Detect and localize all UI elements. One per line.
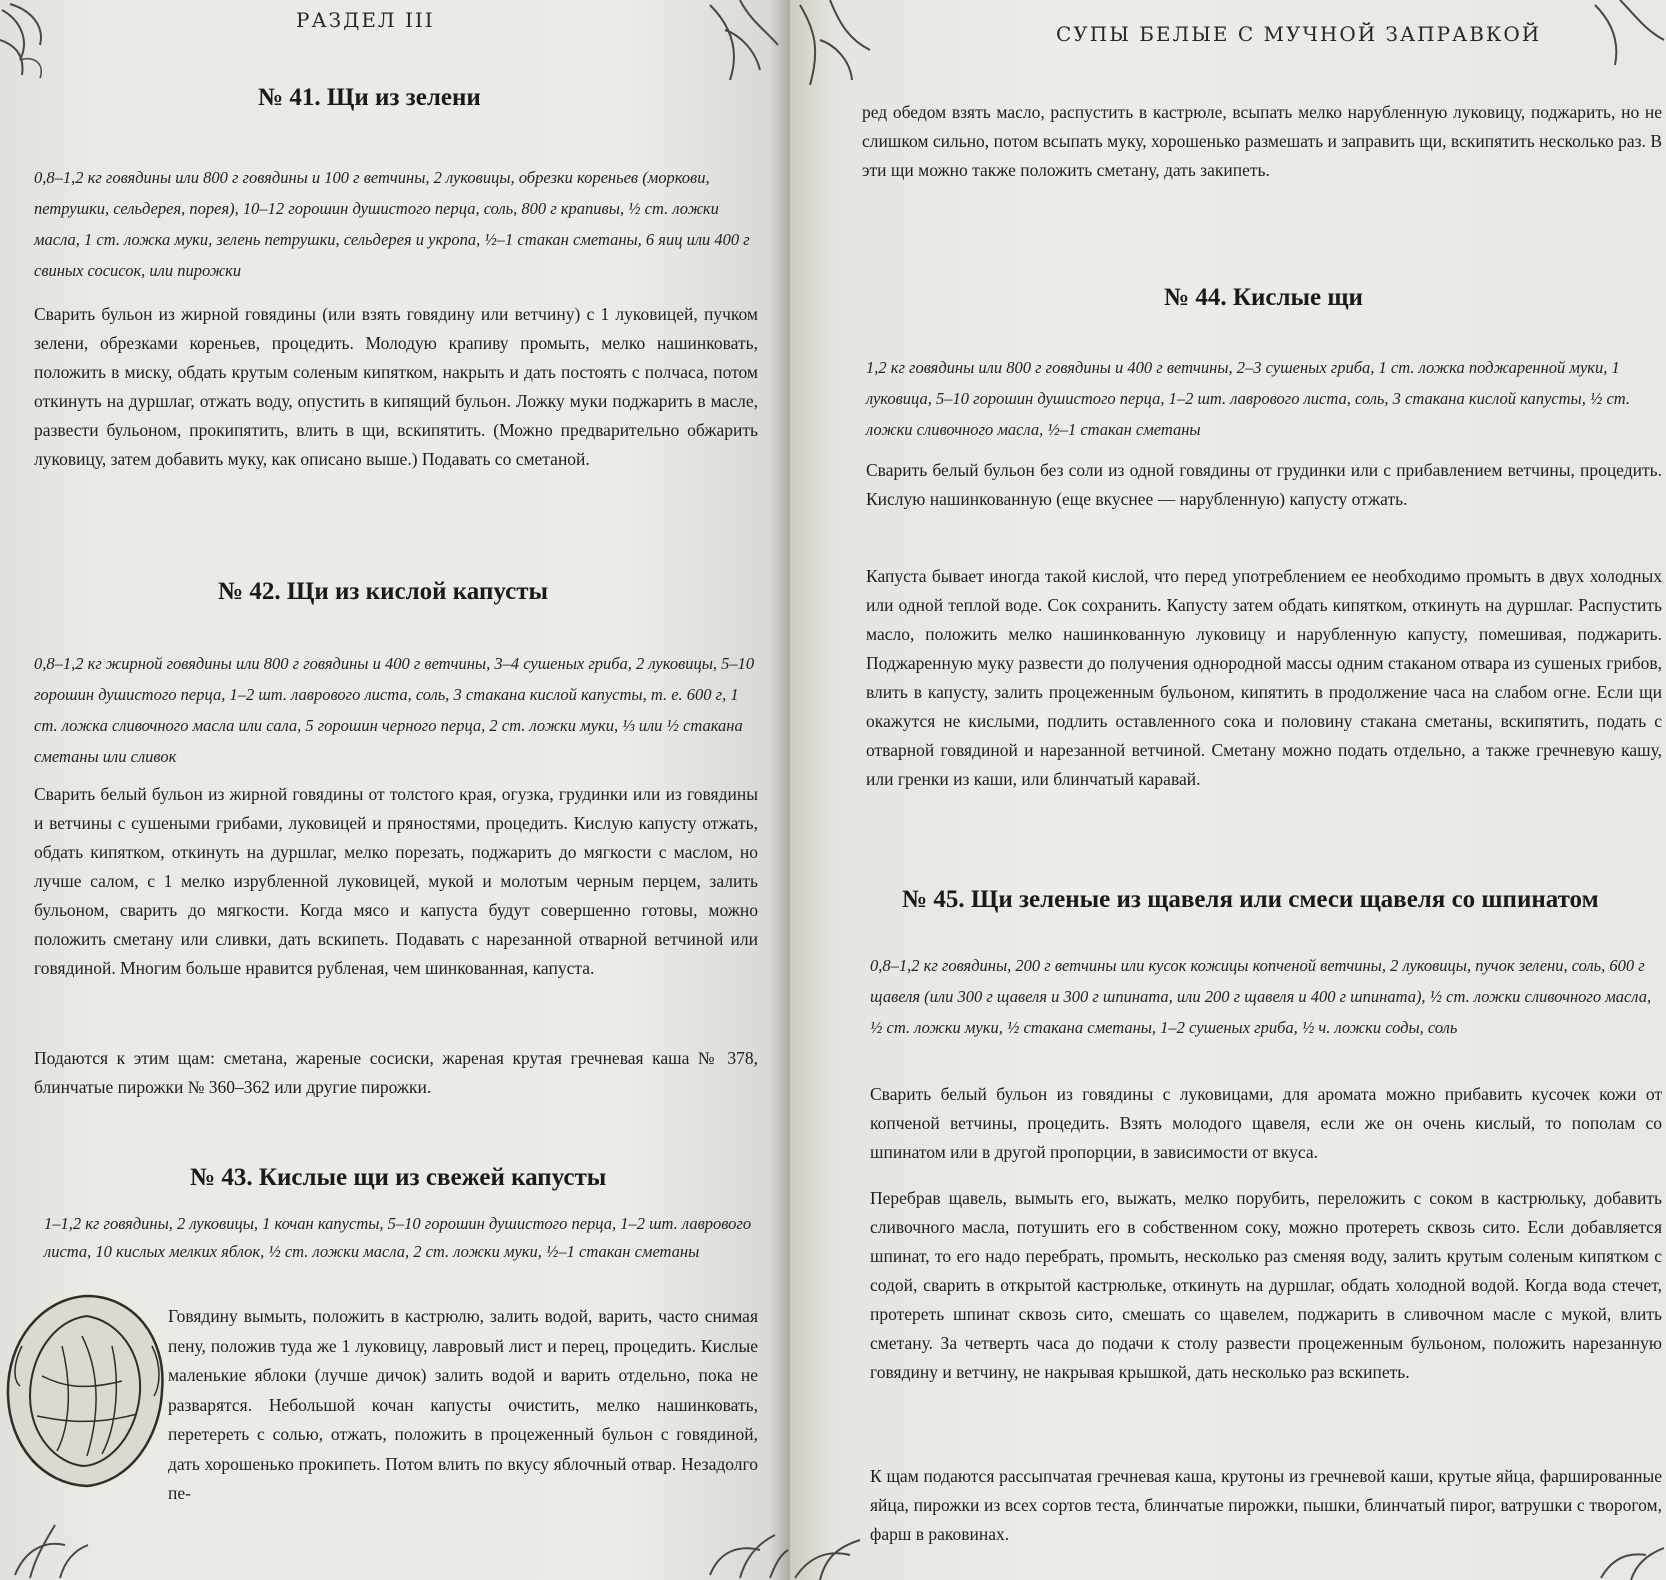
recipe-title-43: № 43. Кислые щи из свежей капусты xyxy=(190,1164,607,1191)
running-head-right: СУПЫ БЕЛЫЕ С МУЧНОЙ ЗАПРАВКОЙ xyxy=(1056,22,1542,46)
leaf-ornament-icon xyxy=(700,0,780,90)
recipe-method-41: Сварить бульон из жирной говядины (или взять говядину или ветчину) с 1 луковицей, пучком зелени, обрезками кореньев, процедить. Молодую крапиву промыть, мелко нашинковать, положить в миску, обдать крутым соленым кипятком, накрыть и дать постоять с полчаса, потом откинуть на дуршлаг, отжать воду, опустить в кипящий бульон. Ложку муки поджарить в масле, развести бульоном, прокипятить, влить в щи, вскипятить. (Можно предварительно обжарить луковицу, затем добавить муку, как описано выше.) Подавать со сметаной. xyxy=(34,304,758,469)
leaf-ornament-icon xyxy=(1596,1500,1666,1580)
leaf-ornament-icon xyxy=(0,0,90,80)
running-head-left: РАЗДЕЛ III xyxy=(296,8,435,32)
recipe-ingredients-42: 0,8–1,2 кг жирной говядины или 800 г говядины и 400 г ветчины, 3–4 сушеных гриба, 2 луковицы, 5–10 горошин душистого перца, 1–2 шт. лаврового листа, соль, 3 стакана кислой капусты, т. е. 600 г, 1 ст. ложка сливочного масла или сала, 5 горошин черного перца, 2 ст. ложки муки, ⅓ или ½ стакана сметаны или сливок xyxy=(34,654,755,766)
recipe-method-45: Сварить белый бульон из говядины с луковицами, для аромата можно прибавить кусочек кожи от копченой ветчины, процедить. Взять молодого щавеля, если же он очень кислый, то пополам со шпинатом или в другой пропорции, в зависимости от вкуса. xyxy=(870,1084,1662,1162)
right-page xyxy=(790,0,1666,1580)
recipe-method-42: Сварить белый бульон из жирной говядины от толстого края, огузка, грудинки или из говядины и ветчины с сушеными грибами, луковицей и пряностями, процедить. Кислую капусту отжать, обдать кипятком, откинуть на дуршлаг, мелко порезать, поджарить до мягкости с маслом, но лучше салом, с 1 мелко изрубленной луковицей, мукой и молотым черным перцем, залить бульоном, сварить до мягкости. Когда мясо и капуста будут совершенно готовы, можно положить сметану или сливки, дать вскипеть. Подавать с нарезанной отварной ветчиной или говядиной. Многим больше нравится рубленая, чем шинкованная, капуста. xyxy=(34,784,758,978)
recipe-method-43: Говядину вымыть, положить в кастрюлю, залить водой, варить, часто снимая пену, положив туда же 1 луковицу, лавровый лист и перец, процедить. Кислые маленькие яблоки (лучше дичок) залить водой и варить отдельно, пока не разварятся. Небольшой кочан капусты очистить, мелко нашинковать, перетереть с солью, отжать, положить в процеженный бульон с говядиной, дать хорошенько прокипеть. Потом влить по вкусу яблочный отвар. Незадолго пе- xyxy=(168,1306,758,1503)
recipe-ingredients-45: 0,8–1,2 кг говядины, 200 г ветчины или кусок кожицы копченой ветчины, 2 луковицы, пучок зелени, соль, 600 г щавеля (или 300 г щавеля и 300 г шпината, или 200 г щавеля и 400 г шпината), ½ ст. ложки сливочного масла, ½ ст. ложки муки, ½ стакана сметаны, 1–2 сушеных гриба, ½ ч. ложки соды, соль xyxy=(870,956,1652,1037)
leaf-ornament-icon xyxy=(10,1490,90,1580)
recipe-title-45: № 45. Щи зеленые из щавеля или смеси щавеля со шпинатом xyxy=(902,886,1599,913)
cabbage-illustration-icon xyxy=(2,1286,172,1496)
recipe-title-41: № 41. Щи из зелени xyxy=(258,84,481,111)
recipe-title-42: № 42. Щи из кислой капусты xyxy=(218,578,548,605)
recipe-method-44: Сварить белый бульон без соли из одной говядины от грудинки или с прибавлением ветчины, процедить. Кислую нашинкованную (еще вкуснее — нарубленную) капусту отжать. xyxy=(866,460,1662,509)
recipe-method-45-part-2: Перебрав щавель, вымыть его, выжать, мелко порубить, переложить с соком в кастрюльку, добавить сливочного масла, потушить его в собственном соку, можно протереть сквозь сито. Если добавляется шпинат, то его надо перебрать, промыть, несколько раз сменяя воду, залить крутым соленым кипятком с содой, сварить в открытой кастрюльке, откинуть на дуршлаг, обдать холодной водой. Когда вода стечет, протереть шпинат сквозь сито, смешать со щавелем, поджарить в сливочном масле с мукой, влить сметану. За четверть часа до подачи к столу развести процеженным бульоном, положить нарезанную говядину и ветчину, не накрывая крышкой, дать несколько раз вскипеть. xyxy=(870,1188,1662,1382)
recipe-ingredients-43: 1–1,2 кг говядины, 2 луковицы, 1 кочан капусты, 5–10 горошин душистого перца, 1–2 шт. лаврового листа, 10 кислых мелких яблок, ½ ст. ложки масла, 2 ст. ложки муки, ½–1 стакан сметаны xyxy=(44,1214,752,1261)
leaf-ornament-icon xyxy=(1590,0,1666,70)
recipe-ingredients-44: 1,2 кг говядины или 800 г говядины и 400 г ветчины, 2–3 сушеных гриба, 1 ст. ложка поджаренной муки, 1 луковица, 5–10 горошин душистого перца, 1–2 шт. лаврового листа, соль, 3 стакана кислой капусты, ½ ст. ложки сливочного масла, ½–1 стакан сметаны xyxy=(866,358,1631,439)
recipe-method-44-part-2: Капуста бывает иногда такой кислой, что перед употреблением ее необходимо промыть в двух холодных или одной теплой воде. Сок сохранить. Капусту затем обдать кипятком, откинуть на дуршлаг. Распустить масло, положить мелко нашинкованную луковицу и нарубленную капусту, помешивая, поджарить. Поджаренную муку развести до получения однородной массы одним стаканом отвара из сушеных грибов, влить в капусту, залить процеженным бульоном, кипятить в продолжение часа на слабом огне. Если щи окажутся не кислыми, подлить оставленного сока и половину стакана сметаны, вскипятить, подать с отварной говядиной и нарезанной ветчиной. Сметану можно подать отдельно, а также гречневую кашу, или гренки из каши, или блинчатый каравай. xyxy=(866,566,1662,789)
recipe-ingredients-41: 0,8–1,2 кг говядины или 800 г говядины и 100 г ветчины, 2 луковицы, обрезки кореньев (моркови, петрушки, сельдерея, порея), 10–12 горошин душистого перца, соль, 800 г крапивы, ½ ст. ложки масла, 1 ст. ложка муки, зелень петрушки, сельдерея и укропа, ½–1 стакан сметаны, 6 яиц или 400 г свиных сосисок, или пирожки xyxy=(34,168,750,280)
recipe-continuation-43: ред обедом взять масло, распустить в кастрюле, всыпать мелко нарубленную луковицу, поджарить, но не слишком сильно, потом всыпать муку, хорошенько размешать и заправить щи, вскипятить несколько раз. В эти щи можно также положить сметану, дать закипеть. xyxy=(862,102,1662,180)
recipe-serving-45: К щам подаются рассыпчатая гречневая каша, крутоны из гречневой каши, крутые яйца, фаршированные яйца, пирожки из всех сортов теста, блинчатые пирожки, пышки, блинчатый пирог, ватрушки с творогом, фарш в раковинах. xyxy=(870,1466,1662,1544)
recipe-serving-42: Подаются к этим щам: сметана, жареные сосиски, жареная крутая гречневая каша № 378, блинчатые пирожки № 360–362 или другие пирожки. xyxy=(34,1048,758,1097)
left-page xyxy=(0,0,790,1580)
leaf-ornament-icon xyxy=(790,0,880,90)
leaf-ornament-icon xyxy=(790,1500,880,1580)
recipe-title-44: № 44. Кислые щи xyxy=(1164,284,1363,311)
